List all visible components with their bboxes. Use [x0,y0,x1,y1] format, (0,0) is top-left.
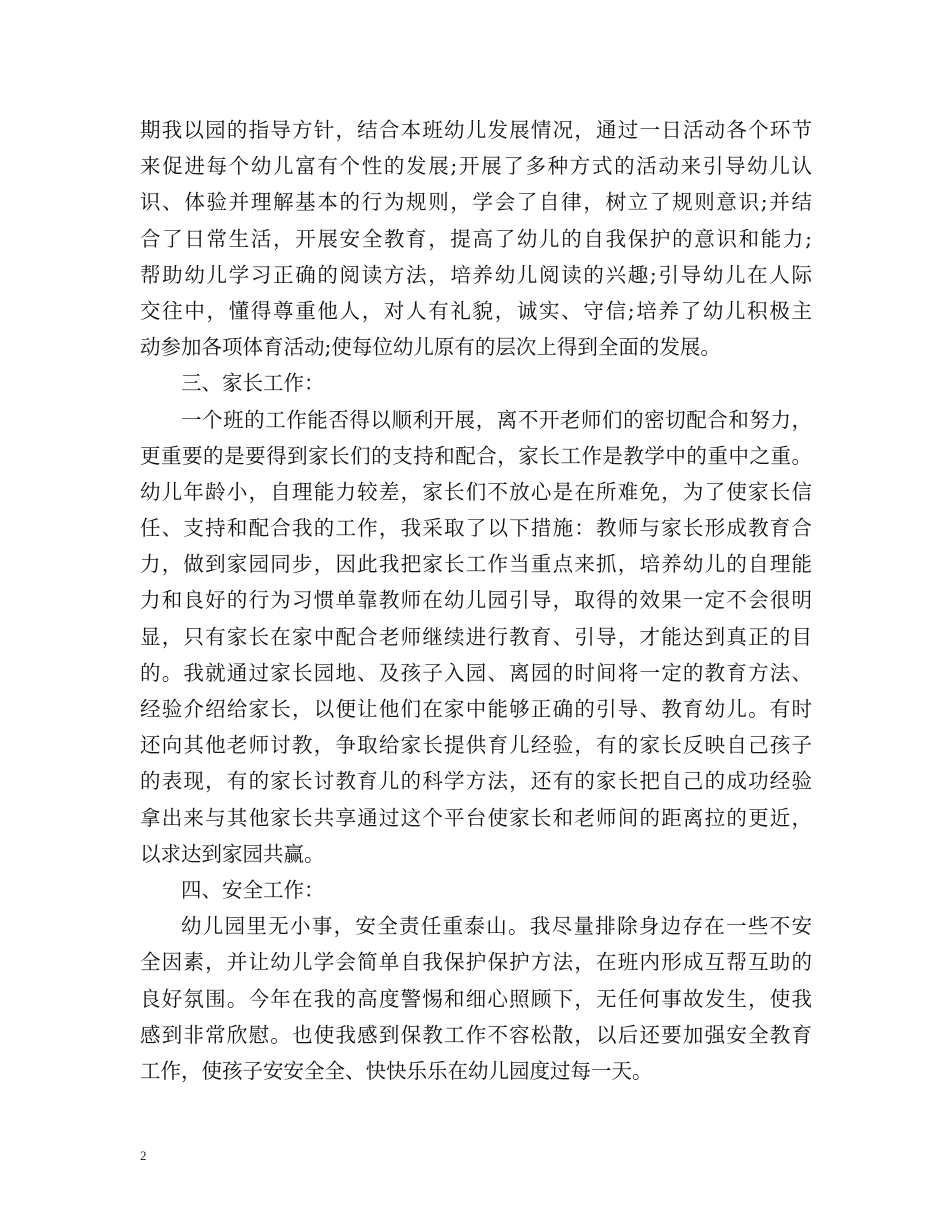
text-line: 一个班的工作能否得以顺利开展，离不开老师们的密切配合和努力， [181,407,812,432]
text-line: 力和良好的行为习惯单靠教师在幼儿园引导，取得的效果一定不会很明 [140,588,812,613]
text-line: 力，做到家园同步，因此我把家长工作当重点来抓，培养幼儿的自理能 [140,552,812,577]
section-heading-safety: 四、安全工作： [181,877,325,902]
text-line: 还向其他老师讨教，争取给家长提供育儿经验，有的家长反映自己孩子 [140,733,812,758]
text-line: 全因素，并让幼儿学会简单自我保护保护方法，在班内形成互帮互助的 [140,950,812,975]
text-line: 更重要的是要得到家长们的支持和配合，家长工作是教学中的重中之重。 [140,443,812,468]
text-line: 显，只有家长在家中配合老师继续进行教育、引导，才能达到真正的目 [140,624,812,649]
text-line: 幼儿园里无小事，安全责任重泰山。我尽量排除身边存在一些不安 [181,914,812,939]
text-line: 拿出来与其他家长共享通过这个平台使家长和老师间的距离拉的更近， [140,805,812,830]
text-line: 的。我就通过家长园地、及孩子入园、离园的时间将一定的教育方法、 [140,660,812,685]
text-line: 识、体验并理解基本的行为规则，学会了自律，树立了规则意识;并结 [140,190,812,215]
section-heading-parents: 三、家长工作： [181,371,325,396]
text-line: 的表现，有的家长讨教育儿的科学方法，还有的家长把自己的成功经验 [140,769,812,794]
text-line: 经验介绍给家长，以便让他们在家中能够正确的引导、教育幼儿。有时 [140,697,812,721]
text-line: 以求达到家园共赢。 [140,841,325,866]
text-line: 幼儿年龄小，自理能力较差，家长们不放心是在所难免，为了使家长信 [140,479,812,504]
text-line: 良好氛围。今年在我的高度警惕和细心照顾下，无任何事故发生，使我 [140,986,812,1011]
text-line: 来促进每个幼儿富有个性的发展;开展了多种方式的活动来引导幼儿认 [140,154,812,179]
page-number: 2 [140,1148,147,1163]
text-line: 期我以园的指导方针，结合本班幼儿发展情况，通过一日活动各个环节 [140,118,812,142]
text-line: 感到非常欣慰。也使我感到保教工作不容松散，以后还要加强安全教育 [140,1022,812,1047]
text-line: 动参加各项体育活动;使每位幼儿原有的层次上得到全面的发展。 [140,335,721,360]
body-text [140,112,812,1089]
text-line: 合了日常生活，开展安全教育，提高了幼儿的自我保护的意识和能力; [140,226,812,251]
text-line: 任、支持和配合我的工作，我采取了以下措施：教师与家长形成教育合 [140,516,812,541]
text-line: 工作，使孩子安安全全、快快乐乐在幼儿园度过每一天。 [140,1058,653,1083]
text-line: 交往中，懂得尊重他人，对人有礼貌，诚实、守信;培养了幼儿积极主 [140,298,812,323]
text-line: 帮助幼儿学习正确的阅读方法，培养幼儿阅读的兴趣;引导幼儿在人际 [140,262,812,287]
